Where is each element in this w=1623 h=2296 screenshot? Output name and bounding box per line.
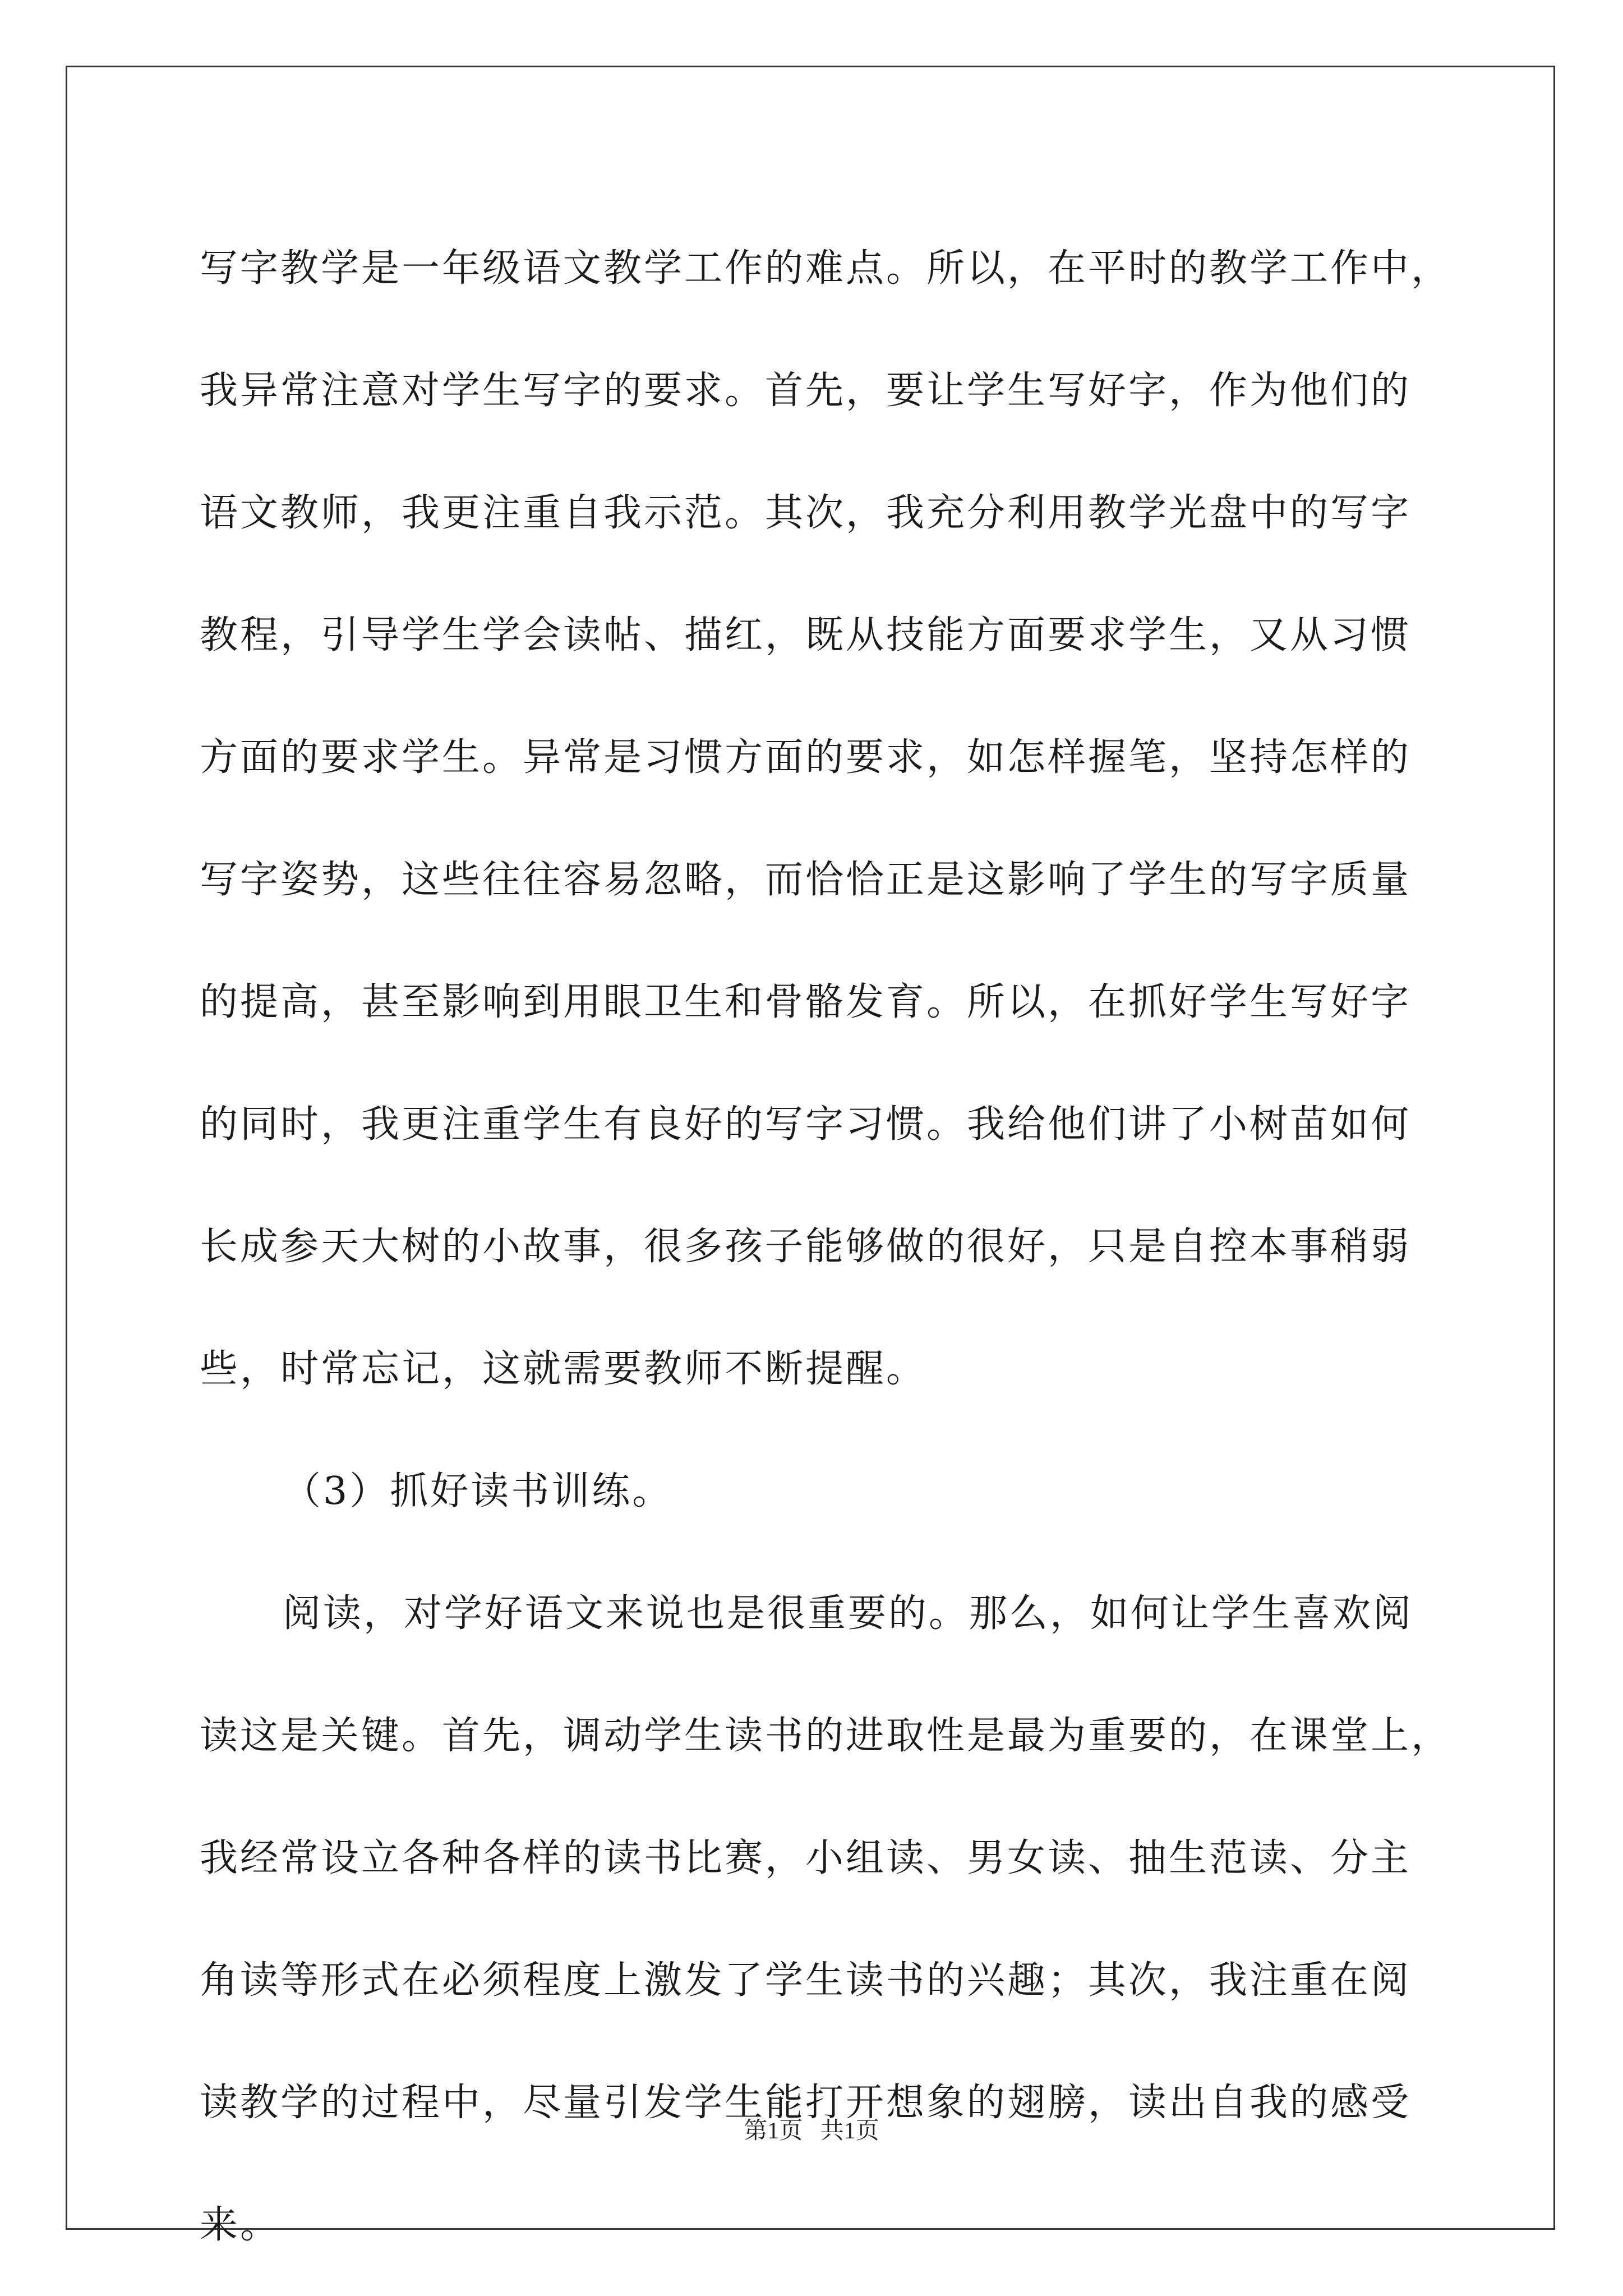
text-line: 我异常注意对学生写字的要求。首先，要让学生写好字，作为他们的 bbox=[200, 369, 1412, 413]
section-heading: （3）抓好读书训练。 bbox=[283, 1469, 673, 1513]
text-line: 阅读，对学好语文来说也是很重要的。那么，如何让学生喜欢阅 bbox=[283, 1591, 1414, 1636]
page-number-footer: 第1页 共1页 bbox=[744, 2118, 879, 2144]
document-body bbox=[200, 208, 1452, 2286]
text-line: 写字教学是一年级语文教学工作的难点。所以，在平时的教学工作中， bbox=[200, 246, 1452, 291]
text-line: 写字姿势，这些往往容易忽略，而恰恰正是这影响了学生的写字质量 bbox=[200, 858, 1412, 902]
text-line: 角读等形式在必须程度上激发了学生读书的兴趣；其次，我注重在阅 bbox=[200, 1958, 1412, 2003]
text-line: 我经常设立各种各样的读书比赛，小组读、男女读、抽生范读、分主 bbox=[200, 1836, 1412, 1880]
text-line: 读教学的过程中，尽量引发学生能打开想象的翅膀，读出自我的感受 bbox=[200, 2081, 1412, 2125]
text-line: 教程，引导学生学会读帖、描红，既从技能方面要求学生，又从习惯 bbox=[200, 613, 1412, 657]
text-line: 语文教师，我更注重自我示范。其次，我充分利用教学光盘中的写字 bbox=[200, 491, 1412, 535]
text-line: 来。 bbox=[200, 2203, 281, 2247]
text-line: 些，时常忘记，这就需要教师不断提醒。 bbox=[200, 1347, 927, 1391]
text-line: 的提高，甚至影响到用眼卫生和骨骼发育。所以，在抓好学生写好字 bbox=[200, 980, 1412, 1024]
text-line: 方面的要求学生。异常是习惯方面的要求，如怎样握笔，坚持怎样的 bbox=[200, 735, 1412, 780]
text-line: 长成参天大树的小故事，很多孩子能够做的很好，只是自控本事稍弱 bbox=[200, 1225, 1412, 1269]
text-line: 的同时，我更注重学生有良好的写字习惯。我给他们讲了小树苗如何 bbox=[200, 1102, 1412, 1147]
text-line: 读这是关键。首先，调动学生读书的进取性是最为重要的，在课堂上， bbox=[200, 1714, 1452, 1758]
